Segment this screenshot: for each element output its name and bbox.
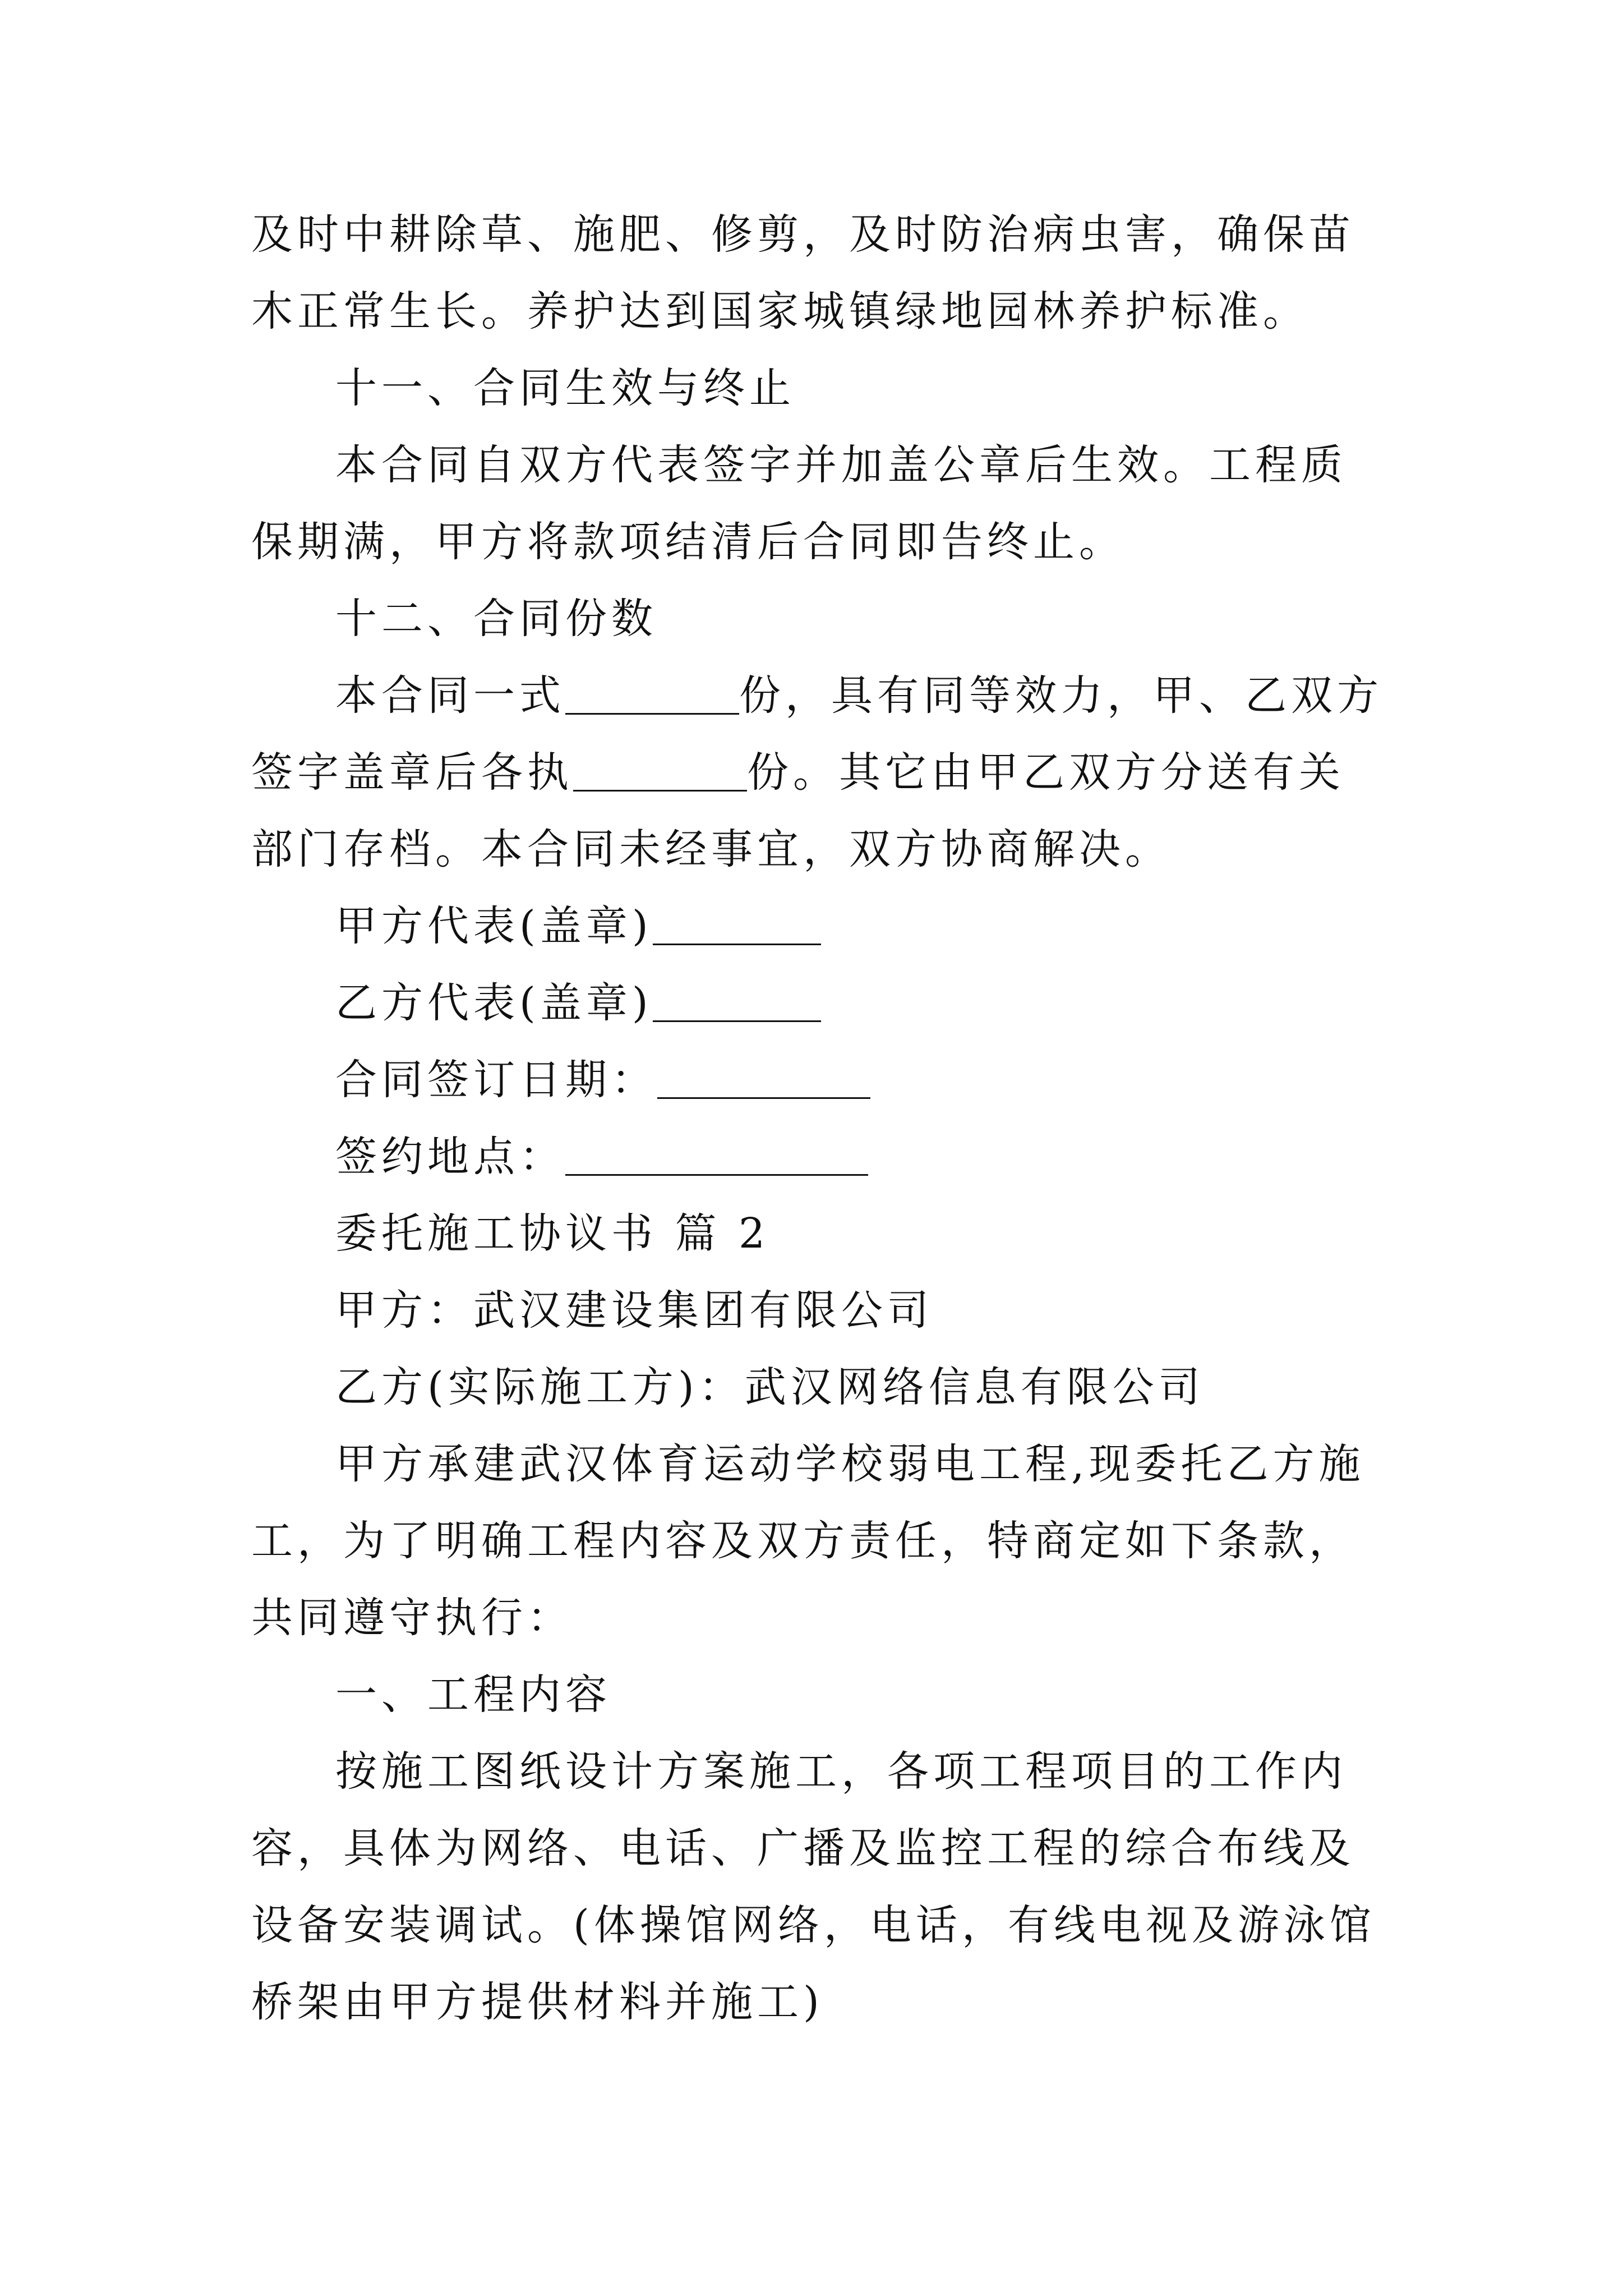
copies-text-2: 份，具有同等效力，甲、乙双方签字盖章后各执 — [251, 671, 1383, 797]
sign-place-blank — [565, 1137, 868, 1176]
sign-place — [251, 1119, 1390, 1195]
copies-total-blank — [565, 675, 739, 715]
copies-text-3: 份。其它由甲乙双方分送有关部门存档。本合同未经事宜，双方协商解决。 — [251, 748, 1345, 873]
paragraph-contract-copies — [251, 657, 1390, 888]
section-2-heading-1: 一、工程内容 — [335, 1671, 611, 1719]
heading-contract-effect: 十一、合同生效与终止 — [335, 364, 795, 412]
paragraph-contract-effect: 本合同自双方代表签字并加盖公章后生效。工程质保期满，甲方将款项结清后合同即告终止。 — [251, 441, 1347, 566]
sign-place-label: 签约地点： — [335, 1133, 565, 1181]
signature-party-b — [251, 965, 1390, 1042]
sign-date-label: 合同签订日期： — [335, 1056, 657, 1104]
sign-date — [251, 1042, 1390, 1119]
signature-party-b-label: 乙方代表(盖章) — [335, 979, 653, 1027]
section-2-party-a: 甲方：武汉建设集团有限公司 — [335, 1286, 933, 1335]
section-2-intro: 甲方承建武汉体育运动学校弱电工程,现委托乙方施工，为了明确工程内容及双方责任，特商定如下条款，共同遵守执行： — [251, 1440, 1365, 1642]
document-body — [251, 196, 1390, 2041]
paragraph-maintenance: 及时中耕除草、施肥、修剪，及时防治病虫害，确保苗木正常生长。养护达到国家城镇绿地园林养护标准。 — [251, 210, 1355, 335]
copies-text-1: 本合同一式 — [335, 671, 565, 720]
signature-party-a-blank — [653, 906, 821, 945]
heading-contract-copies: 十二、合同份数 — [335, 595, 657, 643]
section-2-title: 委托施工协议书 篇 2 — [335, 1209, 770, 1258]
section-2-content-1: 按施工图纸设计方案施工，各项工程项目的工作内容，具体为网络、电话、广播及监控工程的综合布线及设备安装调试。(体操馆网络，电话，有线电视及游泳馆桥架由甲方提供材料并施工) — [251, 1747, 1376, 2026]
section-2-party-b: 乙方(实际施工方)：武汉网络信息有限公司 — [335, 1363, 1205, 1411]
signature-party-a-label: 甲方代表(盖章) — [335, 902, 653, 950]
signature-party-a — [251, 888, 1390, 965]
signature-party-b-blank — [653, 983, 821, 1022]
copies-each-blank — [573, 752, 747, 792]
sign-date-blank — [657, 1060, 870, 1099]
